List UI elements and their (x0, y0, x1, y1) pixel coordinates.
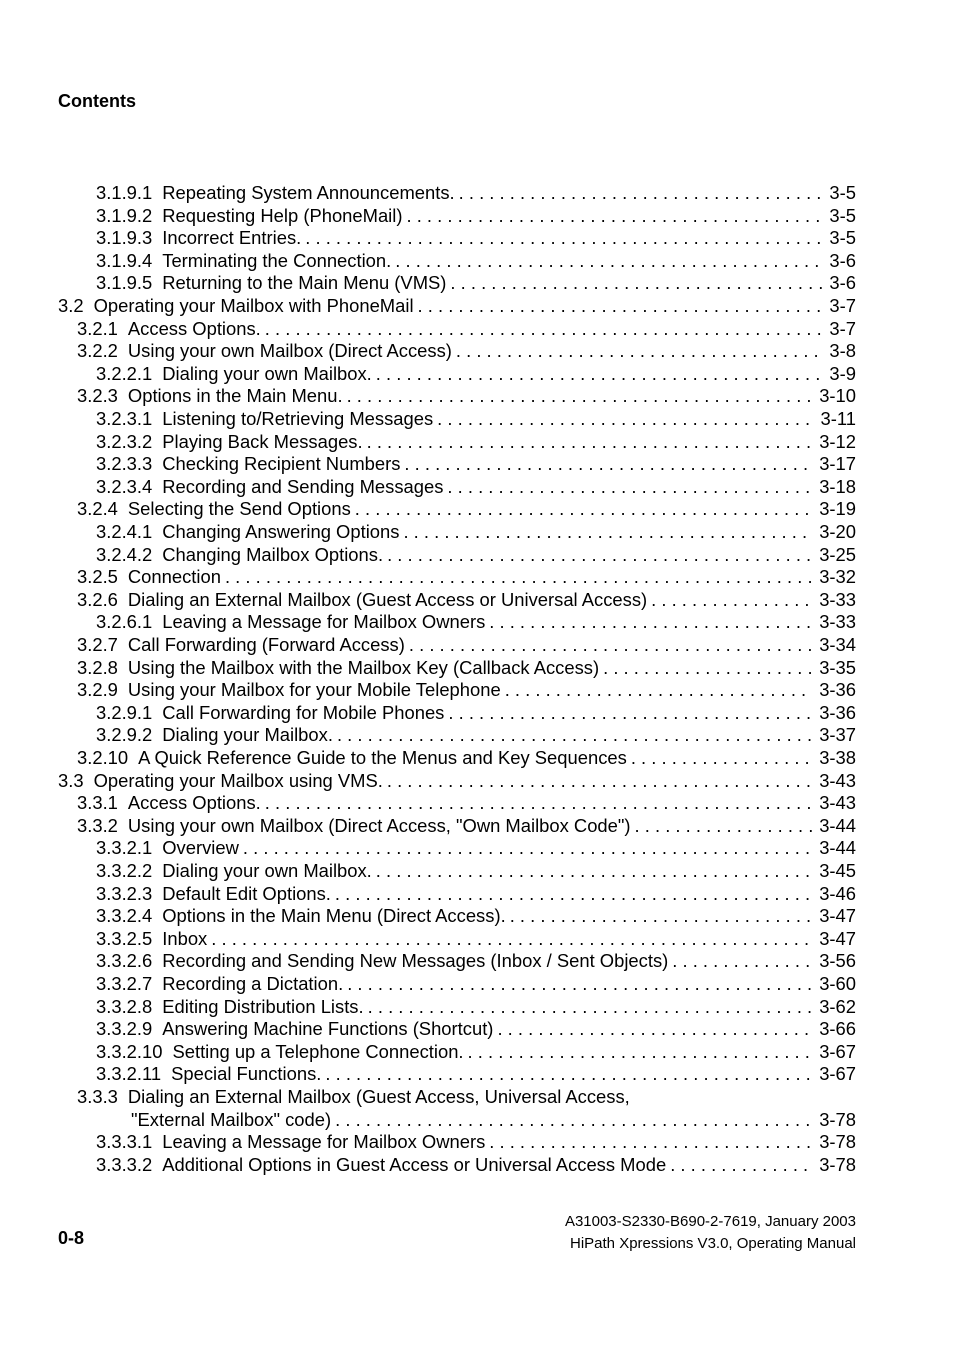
toc-entry (96, 430, 856, 453)
toc-entry-number: 3.2.5 (77, 566, 118, 588)
toc-entry-page: 3-20 (819, 521, 856, 542)
toc-entry (96, 859, 856, 882)
dot-leader (670, 1153, 812, 1176)
toc-entry-number: 3.3 (58, 769, 84, 791)
toc-entry-page: 3-7 (829, 295, 856, 316)
toc-entry-title: Dialing an External Mailbox (Guest Access or Universal Access) (127, 588, 648, 610)
toc-entry-title: Inbox (162, 927, 208, 949)
toc-entry-number: 3.2.3.4 (96, 475, 153, 497)
dot-leader (243, 836, 812, 859)
toc-entry (77, 565, 856, 588)
dot-leader (395, 249, 822, 272)
toc-entry-number: 3.1.9.3 (96, 227, 153, 249)
toc-entry-number: 3.3.2.3 (96, 882, 153, 904)
toc-entry-number: 3.1.9.1 (96, 182, 153, 203)
toc-entry-title: Access Options. (127, 317, 261, 339)
toc-entry-number: 3.3.2.2 (96, 860, 153, 881)
toc-entry-title: Options in the Main Menu (Direct Access). (162, 905, 506, 927)
toc-entry-page: 3-9 (829, 362, 856, 384)
toc-entry-title: Recording a Dictation. (162, 973, 344, 994)
toc-entry-page: 3-36 (819, 679, 856, 701)
toc-entry-number: 3.2.4.1 (96, 521, 153, 542)
dot-leader (672, 949, 812, 972)
toc-entry-page: 3-78 (819, 1131, 856, 1153)
toc-entry-title: Call Forwarding for Mobile Phones (162, 701, 445, 723)
toc-entry (96, 723, 856, 746)
toc-entry (96, 204, 856, 227)
toc-entry-title: Selecting the Send Options (127, 498, 351, 520)
toc-entry-page: 3-32 (819, 566, 856, 588)
dot-leader (367, 430, 813, 453)
toc-entry (96, 972, 856, 995)
toc-entry-number: 3.3.2.10 (96, 1040, 163, 1062)
toc-entry-page: 3-45 (819, 860, 856, 881)
dot-leader (406, 204, 822, 227)
dot-leader (376, 859, 812, 882)
dot-leader (468, 1040, 813, 1063)
dot-leader (489, 610, 812, 633)
toc-entry-title: Editing Distribution Lists. (162, 995, 364, 1017)
toc-entry (96, 949, 856, 972)
toc-entry (77, 384, 856, 407)
toc-entry (96, 904, 856, 927)
document-title: HiPath Xpressions V3.0, Operating Manual (570, 1235, 856, 1252)
toc-entry-title: Listening to/Retrieving Messages (162, 408, 434, 429)
toc-entry-page: 3-5 (829, 227, 856, 249)
toc-entry (96, 226, 856, 249)
dot-leader (456, 339, 823, 362)
toc-entry (77, 339, 856, 362)
page-number: 0-8 (58, 1228, 85, 1248)
toc-entry-title: Dialing your own Mailbox. (162, 362, 372, 384)
toc-entry-number: 3.2.4 (77, 498, 118, 520)
toc-entry-title: Leaving a Message for Mailbox Owners (162, 611, 486, 633)
toc-entry-title: Using your Mailbox for your Mobile Telephone (127, 679, 501, 701)
toc-entry-number: 3.2.7 (77, 634, 118, 655)
toc-entry (96, 543, 856, 566)
toc-entry-number: 3.1.9.5 (96, 272, 153, 294)
toc-entry (96, 1040, 856, 1063)
toc-entry-page: 3-60 (819, 973, 856, 994)
dot-leader (450, 271, 822, 294)
toc-entry-number: 3.3.2.6 (96, 950, 153, 972)
dot-leader (603, 656, 812, 679)
toc-entry (96, 475, 856, 498)
toc-entry-title: Changing Answering Options (162, 521, 400, 542)
toc-entry-page: 3-7 (829, 317, 856, 339)
toc-entry-page: 3-62 (819, 995, 856, 1017)
dot-leader (497, 1017, 812, 1040)
toc-entry (96, 1153, 856, 1176)
toc-entry-number: 3.2.6 (77, 588, 118, 610)
toc-entry (96, 520, 856, 543)
toc-entry-number: 3.2.1 (77, 317, 118, 339)
dot-leader (510, 904, 813, 927)
toc-entry-number: 3.3.2 (77, 814, 118, 836)
toc-entry-page: 3-6 (829, 272, 856, 294)
toc-entry-number: 3.3.2.4 (96, 905, 153, 927)
toc-entry-number: 3.2.9 (77, 679, 118, 701)
toc-entry-title: Checking Recipient Numbers (162, 453, 401, 475)
dot-leader (631, 746, 812, 769)
toc-entry-number: 3.3.2.11 (96, 1063, 162, 1085)
toc-entry-number: 3.3.3 (77, 1086, 118, 1107)
toc-entry-title: Changing Mailbox Options. (162, 543, 384, 565)
footer-info (565, 1211, 856, 1255)
toc-entry-title: Terminating the Connection. (162, 249, 392, 271)
toc-entry-title: Using the Mailbox with the Mailbox Key (Callback Access) (127, 656, 600, 678)
toc-entry-title: Overview (162, 837, 239, 859)
toc-entry-title: Options in the Main Menu. (127, 385, 343, 407)
toc-entry-number: 3.2.9.2 (96, 724, 153, 746)
dot-leader (404, 452, 812, 475)
toc-entry-page: 3-67 (819, 1040, 856, 1062)
dot-leader (409, 633, 812, 656)
toc-entry-number: 3.3.2.8 (96, 995, 153, 1017)
toc-entry-number: 3.3.2.9 (96, 1018, 153, 1040)
toc-entry (96, 452, 856, 475)
toc-entry-title: Recording and Sending Messages (162, 475, 444, 497)
dot-leader (347, 972, 812, 995)
toc-entry-page: 3-12 (819, 430, 856, 452)
toc-entry (77, 1085, 856, 1108)
toc-entry-number: 3.2.3.3 (96, 453, 153, 475)
toc-entry-number: 3.3.2.7 (96, 973, 153, 994)
toc-entry-number: 3.2.2 (77, 340, 118, 362)
toc-entry (96, 610, 856, 633)
toc-entry-title: Requesting Help (PhoneMail) (162, 204, 403, 226)
toc-entry (96, 1130, 856, 1153)
toc-entry-page: 3-33 (819, 588, 856, 610)
toc-entry-title: Setting up a Telephone Connection. (172, 1040, 464, 1062)
dot-leader (376, 362, 823, 385)
toc-entry-title: Call Forwarding (Forward Access) (127, 634, 405, 655)
toc-entry (58, 769, 856, 792)
dot-leader (489, 1130, 812, 1153)
toc-entry-page: 3-44 (819, 814, 856, 836)
toc-entry (77, 497, 856, 520)
toc-entry-number: 3.3.3.2 (96, 1153, 153, 1175)
document-id: A31003-S2330-B690-2-7619, January 2003 (564, 1213, 856, 1230)
toc-entry (96, 407, 856, 430)
toc-entry (96, 181, 856, 204)
toc-entry-page: 3-10 (819, 385, 856, 407)
toc-entry-number: 3.3.2.5 (96, 927, 153, 949)
dot-leader (355, 497, 812, 520)
dot-leader (387, 769, 812, 792)
toc-entry-number: 3.2 (58, 295, 84, 316)
toc-entry-number: 3.2.10 (77, 747, 129, 768)
toc-entry-page: 3-8 (829, 340, 856, 362)
toc-entry-title: Repeating System Announcements. (162, 182, 455, 203)
toc-entry-page: 3-5 (829, 204, 856, 226)
toc-entry-page: 3-78 (819, 1108, 856, 1130)
toc-entry-title: Using your own Mailbox (Direct Access, "Own Mailbox Code") (127, 814, 631, 836)
dot-leader (387, 543, 812, 566)
dot-leader (265, 317, 823, 340)
dot-leader (418, 294, 823, 317)
toc-entry (96, 1062, 856, 1085)
toc-entry-number: 3.2.9.1 (96, 701, 153, 723)
toc-entry-number: 3.2.8 (77, 656, 118, 678)
toc-entry (96, 995, 856, 1018)
toc-entry-page: 3-34 (819, 634, 856, 655)
dot-leader (335, 882, 812, 905)
toc-entry-number: 3.2.2.1 (96, 362, 153, 384)
toc-entry (96, 836, 856, 859)
toc-entry-title: Dialing your own Mailbox. (162, 860, 372, 881)
dot-leader (403, 520, 812, 543)
toc-entry-number: 3.1.9.2 (96, 204, 153, 226)
toc-entry-title: Answering Machine Functions (Shortcut) (162, 1018, 494, 1040)
toc-entry (77, 746, 856, 769)
dot-leader (225, 565, 812, 588)
toc-entry-page: 3-43 (819, 769, 856, 791)
toc-entry-title: Dialing an External Mailbox (Guest Access, Universal Access, (127, 1086, 630, 1107)
toc-entry-title: Operating your Mailbox using VMS. (93, 769, 383, 791)
toc-entry (58, 294, 856, 317)
dot-leader (347, 384, 813, 407)
toc-entry-page: 3-37 (819, 724, 856, 746)
toc-entry-title: Using your own Mailbox (Direct Access) (127, 340, 452, 362)
toc-entry-page: 3-66 (819, 1018, 856, 1040)
page-header: Contents (58, 91, 136, 111)
toc-entry-title: Default Edit Options. (162, 882, 331, 904)
toc-entry (77, 317, 856, 340)
toc-entry (96, 271, 856, 294)
dot-leader (265, 791, 812, 814)
toc-entry (77, 1108, 856, 1131)
toc-entry-page: 3-19 (819, 498, 856, 520)
dot-leader (448, 701, 812, 724)
toc-entry (77, 814, 856, 837)
toc-entry-page: 3-38 (819, 747, 856, 768)
toc-entry-title: Dialing your Mailbox. (162, 724, 333, 746)
toc-entry-title: Additional Options in Guest Access or Universal Access Mode (162, 1153, 667, 1175)
dot-leader (635, 814, 813, 837)
toc-entry-page: 3-44 (819, 837, 856, 859)
toc-entry-page: 3-17 (819, 453, 856, 475)
dot-leader (305, 226, 822, 249)
toc-entry (77, 791, 856, 814)
dot-leader (337, 723, 812, 746)
toc-entry (77, 588, 856, 611)
toc-entry-title: Leaving a Message for Mailbox Owners (162, 1131, 486, 1153)
toc-entry (77, 678, 856, 701)
toc-entry (96, 701, 856, 724)
dot-leader (211, 927, 812, 950)
toc-entry-title: Incorrect Entries. (162, 227, 302, 249)
dot-leader (651, 588, 812, 611)
toc-entry (96, 362, 856, 385)
toc-entry-page: 3-47 (819, 905, 856, 927)
toc-entry-title: Connection (127, 566, 221, 588)
toc-entry-page: 3-36 (819, 701, 856, 723)
dot-leader (437, 407, 813, 430)
toc-entry-page: 3-6 (829, 249, 856, 271)
toc-entry-number: 3.1.9.4 (96, 249, 153, 271)
toc-entry-number: 3.2.3.1 (96, 408, 153, 429)
toc-entry-number: 3.3.3.1 (96, 1131, 153, 1153)
toc-entry-number: 3.2.3.2 (96, 430, 153, 452)
toc-entry (96, 249, 856, 272)
dot-leader (368, 995, 813, 1018)
dot-leader (325, 1062, 812, 1085)
toc-entry (96, 882, 856, 905)
toc-entry-page: 3-78 (819, 1153, 856, 1175)
toc-entry-page: 3-33 (819, 611, 856, 633)
toc-entry-title: "External Mailbox" code) (131, 1108, 332, 1130)
toc-entry-title: Returning to the Main Menu (VMS) (162, 272, 447, 294)
toc-entry-number: 3.2.4.2 (96, 543, 153, 565)
dot-leader (505, 678, 813, 701)
toc-entry-page: 3-67 (819, 1063, 856, 1085)
toc-entry-title: Operating your Mailbox with PhoneMail (93, 295, 414, 316)
toc-entry-title: Playing Back Messages. (162, 430, 363, 452)
dot-leader (335, 1108, 812, 1131)
toc-entry-number: 3.3.1 (77, 792, 118, 814)
toc-entry-page: 3-18 (819, 475, 856, 497)
toc-entry-number: 3.2.3 (77, 385, 118, 407)
toc-entry (77, 656, 856, 679)
toc-entry-page: 3-56 (819, 950, 856, 972)
toc-entry-title: Access Options. (127, 792, 261, 814)
dot-leader (459, 181, 823, 204)
toc-entry-page: 3-11 (820, 408, 856, 429)
toc-entry-page: 3-46 (819, 882, 856, 904)
toc-entry-page: 3-35 (819, 656, 856, 678)
toc-entry-title: Recording and Sending New Messages (Inbox / Sent Objects) (162, 950, 669, 972)
toc-entry-title: Special Functions. (171, 1063, 322, 1085)
toc-entry-page: 3-47 (819, 927, 856, 949)
toc-entry-page: 3-25 (819, 543, 856, 565)
toc-entry-number: 3.2.6.1 (96, 611, 153, 633)
dot-leader (447, 475, 812, 498)
toc-entry-number: 3.3.2.1 (96, 837, 153, 859)
toc-entry (77, 633, 856, 656)
toc-entry-title: A Quick Reference Guide to the Menus and Key Sequences (138, 747, 627, 768)
toc-entry-page: 3-43 (819, 792, 856, 814)
toc-entry (96, 1017, 856, 1040)
toc-entry-page: 3-5 (829, 182, 856, 203)
toc-entry (96, 927, 856, 950)
